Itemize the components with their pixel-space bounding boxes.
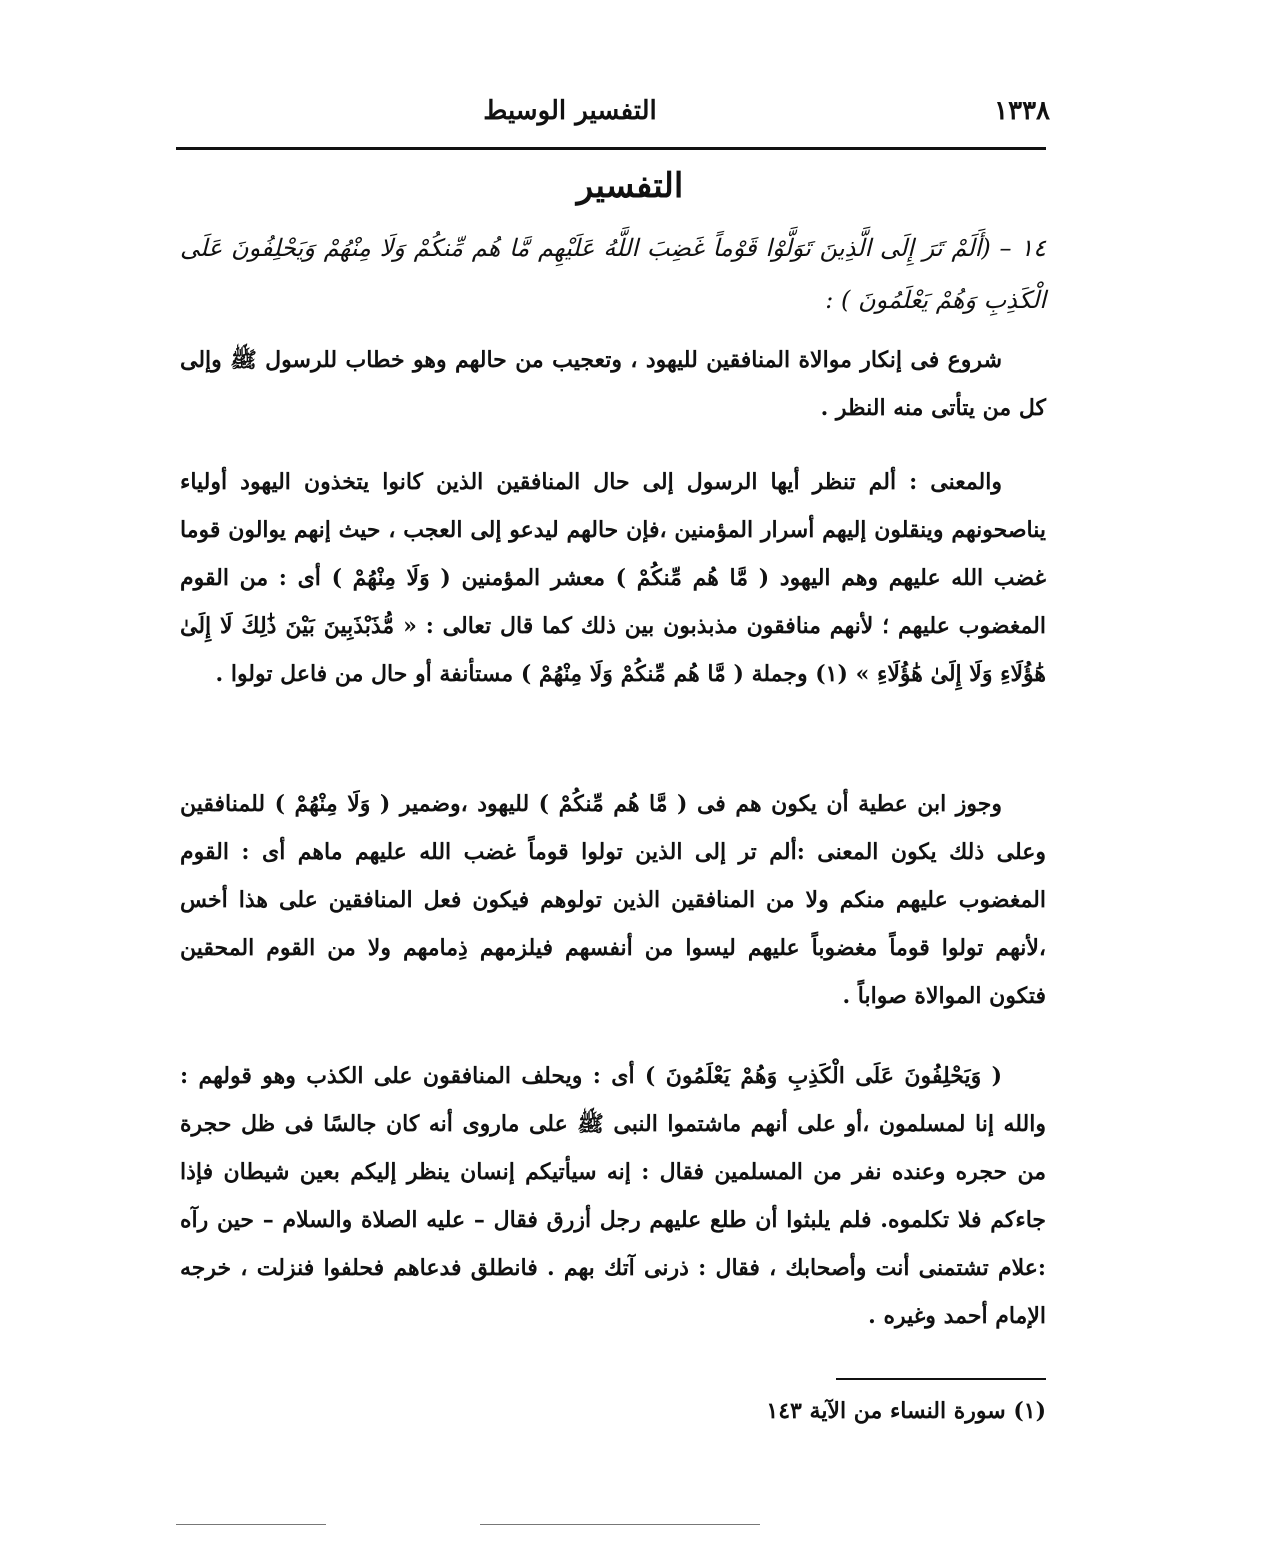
footnote: (١) سورة النساء من الآية ١٤٣: [766, 1398, 1046, 1424]
scan-artifact-line: [176, 1524, 326, 1525]
paragraph-3: [180, 780, 1046, 1020]
header-divider: [176, 147, 1046, 150]
section-heading: التفسير: [576, 166, 684, 206]
paragraph-text: وجوز ابن عطية أن يكون هم فى ( مَّا هُم مِّنكُمْ ) لليهود ،وضمير ( وَلَا مِنْهُمْ ) للمنافقين وعلى ذلك يكون المعنى :ألم تر إلى الذين تولوا قوماً غضب الله عليهم ماهم أى : القوم المغضوب عليهم منكم ولا من المنافقين الذين تولوهم فيكون فعل المنافقين على هذا أخس ،لأنهم تولوا قوماً مغضوباً عليهم ليسوا من أنفسهم فيلزمهم ذِمامهم ولا من القوم المحقين فتكون الموالاة صواباً .: [180, 791, 1046, 1009]
page-number: ١٣٣٨: [994, 96, 1050, 126]
paragraph-1: [180, 336, 1046, 432]
verse-quote: ١٤ – (أَلَمْ تَرَ إِلَى الَّذِينَ تَوَلَّوْا قَوْماً غَضِبَ اللَّهُ عَلَيْهِم مَّا هُم مِّنكُمْ وَلَا مِنْهُمْ وَيَحْلِفُونَ عَلَى الْكَذِبِ وَهُمْ يَعْلَمُونَ ) :: [180, 234, 1047, 314]
paragraph-2: [180, 458, 1046, 698]
paragraph-text: والمعنى : ألم تنظر أيها الرسول إلى حال المنافقين الذين كانوا يتخذون اليهود أولياء يناصحونهم وينقلون إليهم أسرار المؤمنين ،فإن حالهم ليدعو إلى العجب ، حيث إنهم يوالون قوما غضب الله عليهم وهم اليهود ( مَّا هُم مِّنكُمْ ) معشر المؤمنين ( وَلَا مِنْهُمْ ) أى : من القوم المغضوب عليهم ؛ لأنهم منافقون مذبذبون بين ذلك كما قال تعالى : « مُّذَبْذَبِينَ بَيْنَ ذَٰلِكَ لَا إِلَىٰ هَٰؤُلَاءِ وَلَا إِلَىٰ هَٰؤُلَاءِ » (١) وجملة ( مَّا هُم مِّنكُمْ وَلَا مِنْهُمْ ) مستأنفة أو حال من فاعل تولوا .: [180, 469, 1046, 687]
paragraph-text: شروع فى إنكار موالاة المنافقين لليهود ، وتعجيب من حالهم وهو خطاب للرسول ﷺ وإلى كل من يتأتى منه النظر .: [180, 347, 1046, 421]
scan-artifact-line: [480, 1524, 760, 1525]
paragraph-4: [180, 1052, 1046, 1340]
paragraph-text: ( وَيَحْلِفُونَ عَلَى الْكَذِبِ وَهُمْ يَعْلَمُونَ ) أى : ويحلف المنافقون على الكذب وهو قولهم : والله إنا لمسلمون ،أو على أنهم ماشتموا النبى ﷺ على ماروى أنه كان جالسًا فى ظل حجرة من حجره وعنده نفر من المسلمين فقال : إنه سيأتيكم إنسان ينظر إليكم بعين شيطان فإذا جاءكم فلا تكلموه. فلم يلبثوا أن طلع عليهم رجل أزرق فقال – عليه الصلاة والسلام – حين رآه :علام تشتمنى أنت وأصحابك ، فقال : ذرنى آتك بهم . فانطلق فدعاهم فحلفوا فنزلت ، خرجه الإمام أحمد وغيره .: [180, 1063, 1046, 1329]
running-title: التفسير الوسيط: [483, 96, 657, 126]
footnote-divider: [836, 1378, 1046, 1380]
